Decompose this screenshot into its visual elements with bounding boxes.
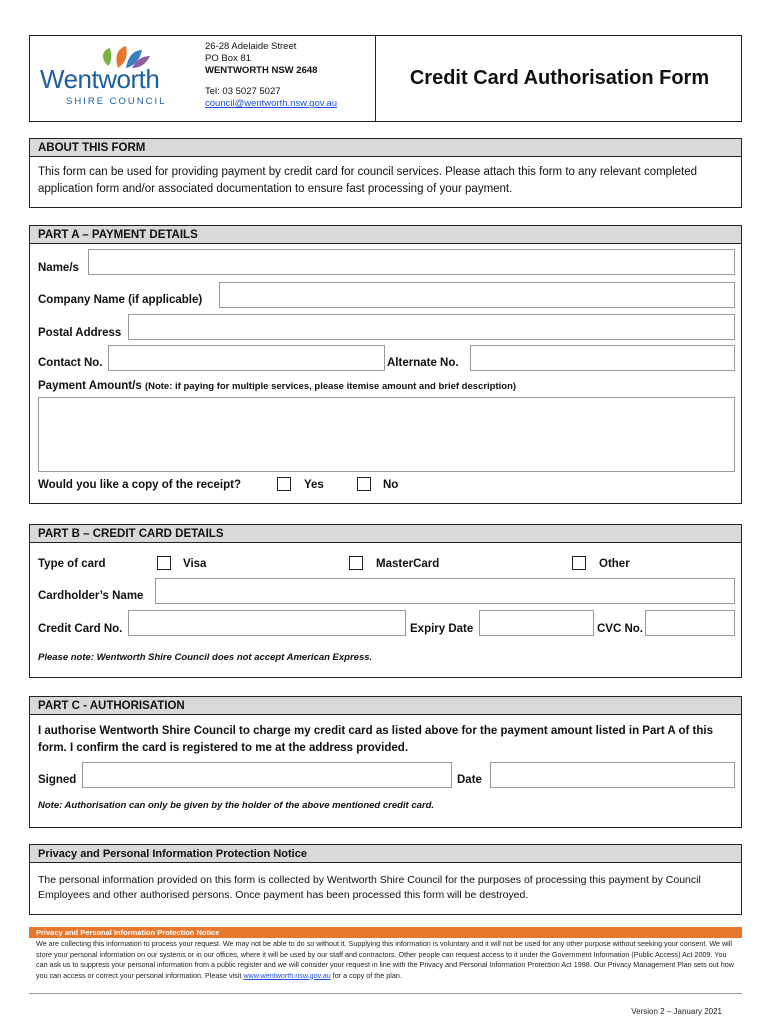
card-number-label: Credit Card No. [38,623,123,635]
part-c-heading: PART C - AUTHORISATION [30,697,741,715]
council-logo [38,42,198,112]
company-field[interactable] [219,282,735,308]
footer-notice-end: for a copy of the plan. [330,970,402,980]
signed-label: Signed [38,774,77,786]
mastercard-checkbox[interactable] [349,556,363,570]
alternate-field[interactable] [470,345,735,371]
footer-website-link[interactable]: www.wentworth.nsw.gov.au [243,970,331,980]
version-label: Version 2 – January 2021 [631,1007,722,1016]
telephone: Tel: 03 5027 5027 [205,86,281,97]
part-a-section [29,225,742,504]
receipt-no-label: No [383,479,399,491]
address-line-2: PO Box 81 [205,53,251,64]
logo-subtitle: SHIRE COUNCIL [66,96,167,107]
part-b-section [29,524,742,678]
part-b-heading: PART B – CREDIT CARD DETAILS [30,525,741,543]
contact-field[interactable] [108,345,385,371]
signature-field[interactable] [82,762,452,788]
about-heading: ABOUT THIS FORM [30,139,741,157]
about-text: This form can be used for providing payment by credit card for council services. Please attach this form to any relevant completed application form and/or associated documentation to ensure fast processing of your payment. [38,166,698,195]
footer-notice-heading: Privacy and Personal Information Protection Notice [29,927,742,938]
cardholder-label: Cardholder’s Name [38,590,144,602]
privacy-heading: Privacy and Personal Information Protection Notice [30,845,741,863]
payment-label-text: Payment Amount/s [38,380,142,392]
cvc-field[interactable] [645,610,735,636]
expiry-label: Expiry Date [410,623,474,635]
other-card-checkbox[interactable] [572,556,586,570]
names-field[interactable] [88,249,735,275]
contact-block [205,41,337,110]
names-label: Name/s [38,262,79,274]
logo-wordmark: Wentworth [40,64,160,94]
visa-checkbox[interactable] [157,556,171,570]
contact-label: Contact No. [38,357,103,369]
other-card-label: Other [599,558,630,570]
payment-note: (Note: if paying for multiple services, please itemise amount and brief description) [144,381,517,392]
form-title: Credit Card Authorisation Form [409,67,710,89]
footer-notice-body: We are collecting this information to process your request. We may not be able to do so without it. Supplying this information is voluntary and it will not be used for any other purpose without seeking your consent. We will store your personal information on our systems or in our offices, where it will be used by our staff and contractors. Other people can request access to it under the Government Information (Public Access) Act 2009. You can ask us to suppress your personal information from a public register and we will consider your request in line with the Privacy and Personal Information Protection Act 1998. Our Privacy Management Plan sets out how you can access or correct your personal information. Please visit [36,939,734,980]
authorisation-note: Note: Authorisation can only be given by the holder of the above mentioned credit card. [38,800,435,811]
email-link[interactable]: council@wentworth.nsw.gov.au [205,98,337,109]
cvc-label: CVC No. [597,623,643,635]
date-field[interactable] [490,762,735,788]
receipt-yes-label: Yes [304,479,324,491]
receipt-no-checkbox[interactable] [357,477,371,491]
visa-label: Visa [183,558,207,570]
postal-field[interactable] [128,314,735,340]
header-box [29,35,742,122]
address-line-1: 26-28 Adelaide Street [205,41,297,52]
receipt-yes-checkbox[interactable] [277,477,291,491]
date-label: Date [457,774,482,786]
receipt-question: Would you like a copy of the receipt? [38,479,241,491]
cardholder-field[interactable] [155,578,735,604]
part-c-section [29,696,742,828]
footer-notice-text [36,939,736,981]
privacy-text: The personal information provided on this form is collected by Wentworth Shire Council for the purposes of processing this payment by Council Employees and other authorised persons. Once payment has been processed this form will be destroyed. [38,874,701,901]
company-label: Company Name (if applicable) [38,294,203,306]
payment-label [38,380,516,392]
footer-divider [29,993,742,994]
amex-note: Please note: Wentworth Shire Council does not accept American Express. [38,652,373,663]
card-number-field[interactable] [128,610,406,636]
about-section [29,138,742,208]
alternate-label: Alternate No. [387,357,459,369]
expiry-field[interactable] [479,610,594,636]
address-line-3: WENTWORTH NSW 2648 [205,65,318,76]
payment-amount-textarea[interactable] [38,397,735,472]
mastercard-label: MasterCard [376,558,440,570]
privacy-section [29,844,742,915]
postal-label: Postal Address [38,327,122,339]
card-type-label: Type of card [38,558,106,570]
authorisation-statement: I authorise Wentworth Shire Council to charge my credit card as listed above for the payment amount listed in Part A of this form. I confirm the card is registered to me at the address provided. [38,725,714,754]
part-a-heading: PART A – PAYMENT DETAILS [30,226,741,244]
